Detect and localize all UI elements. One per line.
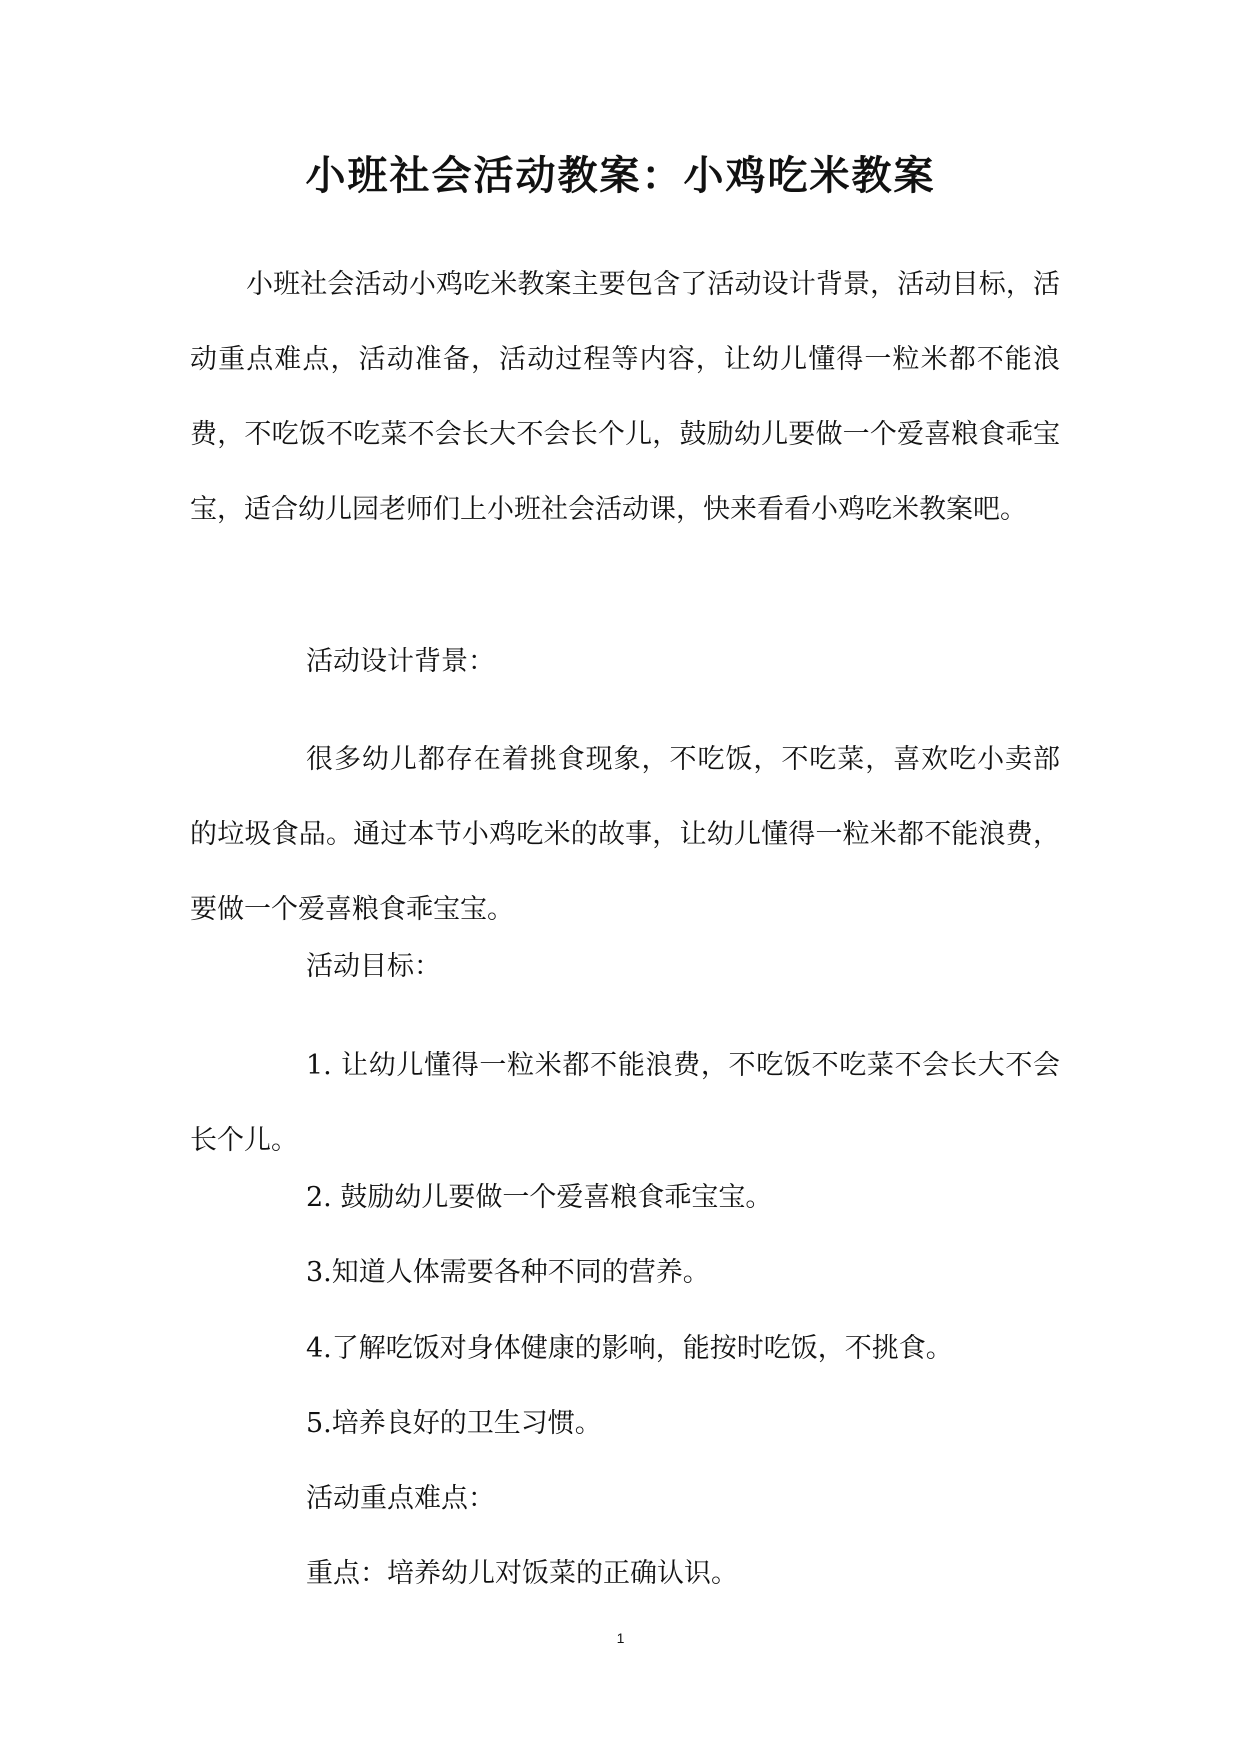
goals-heading: 活动目标： xyxy=(306,951,441,982)
background-paragraph: 很多幼儿都存在着挑食现象，不吃饭，不吃菜，喜欢吃小卖部的垃圾食品。通过本节小鸡吃米的故事，让幼儿懂得一粒米都不能浪费，要做一个爱喜粮食乖宝宝。 xyxy=(190,744,1060,925)
key-points-heading: 活动重点难点： xyxy=(306,1483,495,1514)
intro-paragraph: 小班社会活动小鸡吃米教案主要包含了活动设计背景，活动目标，活动重点难点，活动准备，活动过程等内容，让幼儿懂得一粒米都不能浪费，不吃饭不吃菜不会长大不会长个儿，鼓励幼儿要做一个爱喜粮食乖宝宝，适合幼儿园老师们上小班社会活动课，快来看看小鸡吃米教案吧。 xyxy=(190,269,1060,525)
goal-item-3: 3.知道人体需要各种不同的营养。 xyxy=(306,1257,710,1288)
page-number: 1 xyxy=(616,1630,625,1646)
goal-item-4: 4.了解吃饭对身体健康的影响，能按时吃饭，不挑食。 xyxy=(306,1333,953,1364)
background-heading: 活动设计背景： xyxy=(306,646,495,677)
goal-item-2: 2. 鼓励幼儿要做一个爱喜粮食乖宝宝。 xyxy=(306,1182,773,1213)
key-point-text: 重点：培养幼儿对饭菜的正确认识。 xyxy=(306,1558,738,1589)
document-title: 小班社会活动教案：小鸡吃米教案 xyxy=(305,152,936,199)
goal-item-1: 1. 让幼儿懂得一粒米都不能浪费，不吃饭不吃菜不会长大不会长个儿。 xyxy=(190,1050,1060,1156)
goal-item-5: 5.培养良好的卫生习惯。 xyxy=(306,1408,602,1439)
